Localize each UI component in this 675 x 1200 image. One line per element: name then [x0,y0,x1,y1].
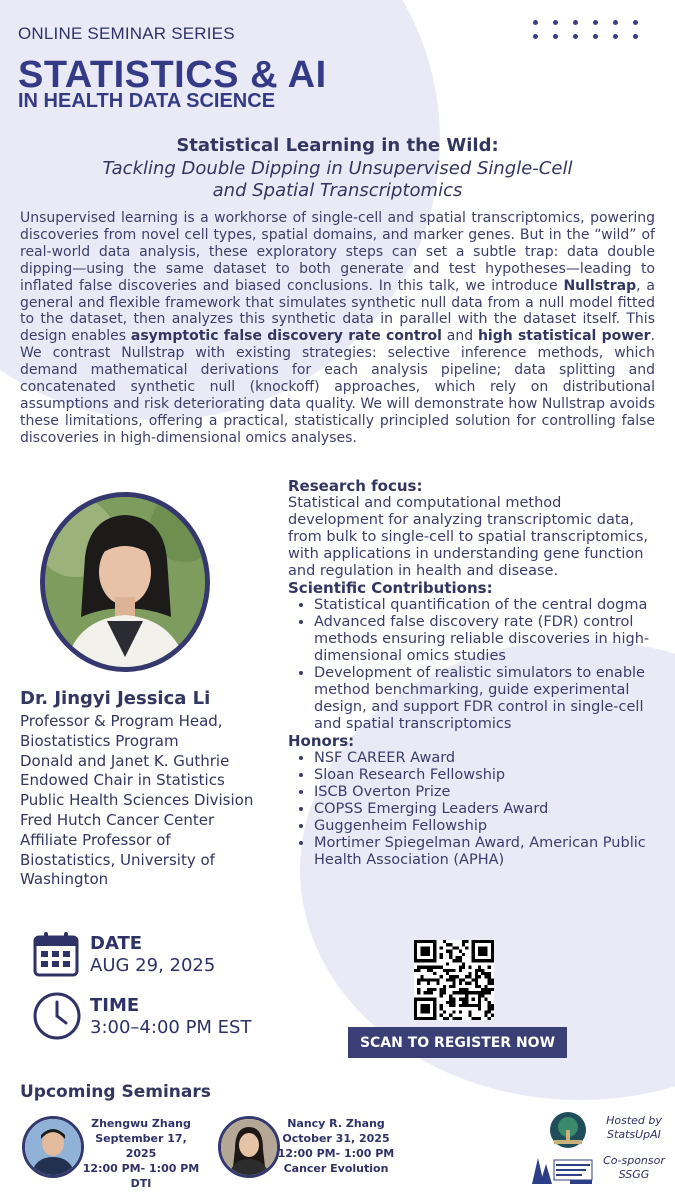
register-button[interactable]: SCAN TO REGISTER NOW [348,1027,567,1058]
research-text: Statistical and computational method development for analyzing transcriptomic data, from bulk to single-cell to spatial transcriptomics, with applications in understanding gene function and regulation in health and disease. [288,495,649,579]
list-item: • Statistical quantification of the central dogma [314,597,660,614]
upcoming-speaker-1-photo [22,1116,84,1178]
series-label: ONLINE SEMINAR SERIES [18,24,235,43]
hosted-by: Hosted by StatsUpAI [606,1114,662,1141]
research-heading: Research focus: [288,477,423,495]
upcoming-heading: Upcoming Seminars [20,1082,211,1102]
list-item: • Advanced false discovery rate (FDR) control methods ensuring reliable discoveries in high-dimensional omics studies [314,614,660,665]
talk-title: Statistical Learning in the Wild: [176,135,499,156]
page-subtitle: IN HEALTH DATA SCIENCE [18,90,276,112]
talk-abstract: Unsupervised learning is a workhorse of single-cell and spatial transcriptomics, powering discoveries from novel cell types, spatial domains, and marker genes. But in the “wild” of real-world data analysis, these exploratory steps can set a subtle trap: data double dipping—using the same dataset to both generate and test hypotheses—leading to inflated false discoveries and biased conclusions. In this talk, we introduce Nullstrap, a general and flexible framework that simulates synthetic null data from a null model fitted to the dataset, then analyzes this synthetic data in parallel with the dataset itself. This design enables asymptotic false discovery rate control and high statistical power. We contrast Nullstrap with existing strategies: selective inference methods, which demand mathematical derivations for each analysis pipeline; data splitting and concatenated synthetic null (knockoff) approaches, which rely on distributional assumptions and risk deteriorating data quality. We will demonstrate how Nullstrap avoids these limitations, offering a practical, statistically principled solution for controlling false discoveries in high-dimensional omics analyses. [20,210,656,446]
list-item: • COPSS Emerging Leaders Award [314,801,660,818]
clock-icon [32,991,82,1045]
speaker-details [288,478,660,869]
list-item: • Development of realistic simulators to enable method benchmarking, guide experimental design, and support FDR control in single-cell and spatial transcriptomics [314,665,660,733]
calendar-icon [32,930,80,982]
co-sponsor: Co-sponsor SSGG [603,1154,665,1181]
list-item: • Sloan Research Fellowship [314,767,660,784]
honors-list [288,750,660,869]
speaker-affiliation: Professor & Program Head, Biostatistics Program Donald and Janet K. Guthrie Endowed Chair in Statistics Public Health Sciences Division Fred Hutch Cancer Center Affiliate Professor of Biostatistics, University of Washington [20,712,254,889]
speaker-name: Dr. Jingyi Jessica Li [20,688,211,709]
talk-subtitle [40,158,635,202]
upcoming-seminar-1: Zhengwu Zhang September 17, 2025 12:00 PM- 1:00 PM DTI [82,1117,200,1190]
contributions-heading: Scientific Contributions: [288,579,493,597]
upcoming-speaker-2-photo [218,1116,280,1178]
statsupai-logo [548,1110,588,1154]
list-item: • ISCB Overton Prize [314,784,660,801]
page-title: STATISTICS & AI [18,54,327,96]
qr-code[interactable] [414,940,494,1020]
talk-subtitle-line1: Tackling Double Dipping in Unsupervised Single-Cell [102,158,573,179]
list-item: • Guggenheim Fellowship [314,818,660,835]
date-label: DATE [90,933,143,954]
list-item: • NSF CAREER Award [314,750,660,767]
decorative-dots [533,20,641,39]
time-value: 3:00–4:00 PM EST [90,1017,252,1038]
upcoming-seminar-2: Nancy R. Zhang October 31, 2025 12:00 PM- 1:00 PM Cancer Evolution [277,1117,395,1175]
date-value: AUG 29, 2025 [90,955,216,976]
ssgg-logo [530,1152,594,1190]
contributions-list [288,597,660,733]
list-item: • Mortimer Spiegelman Award, American Public Health Association (APHA) [314,835,660,869]
talk-subtitle-line2: and Spatial Transcriptomics [212,180,463,201]
time-label: TIME [90,995,140,1016]
speaker-photo [40,492,210,672]
honors-heading: Honors: [288,732,355,750]
